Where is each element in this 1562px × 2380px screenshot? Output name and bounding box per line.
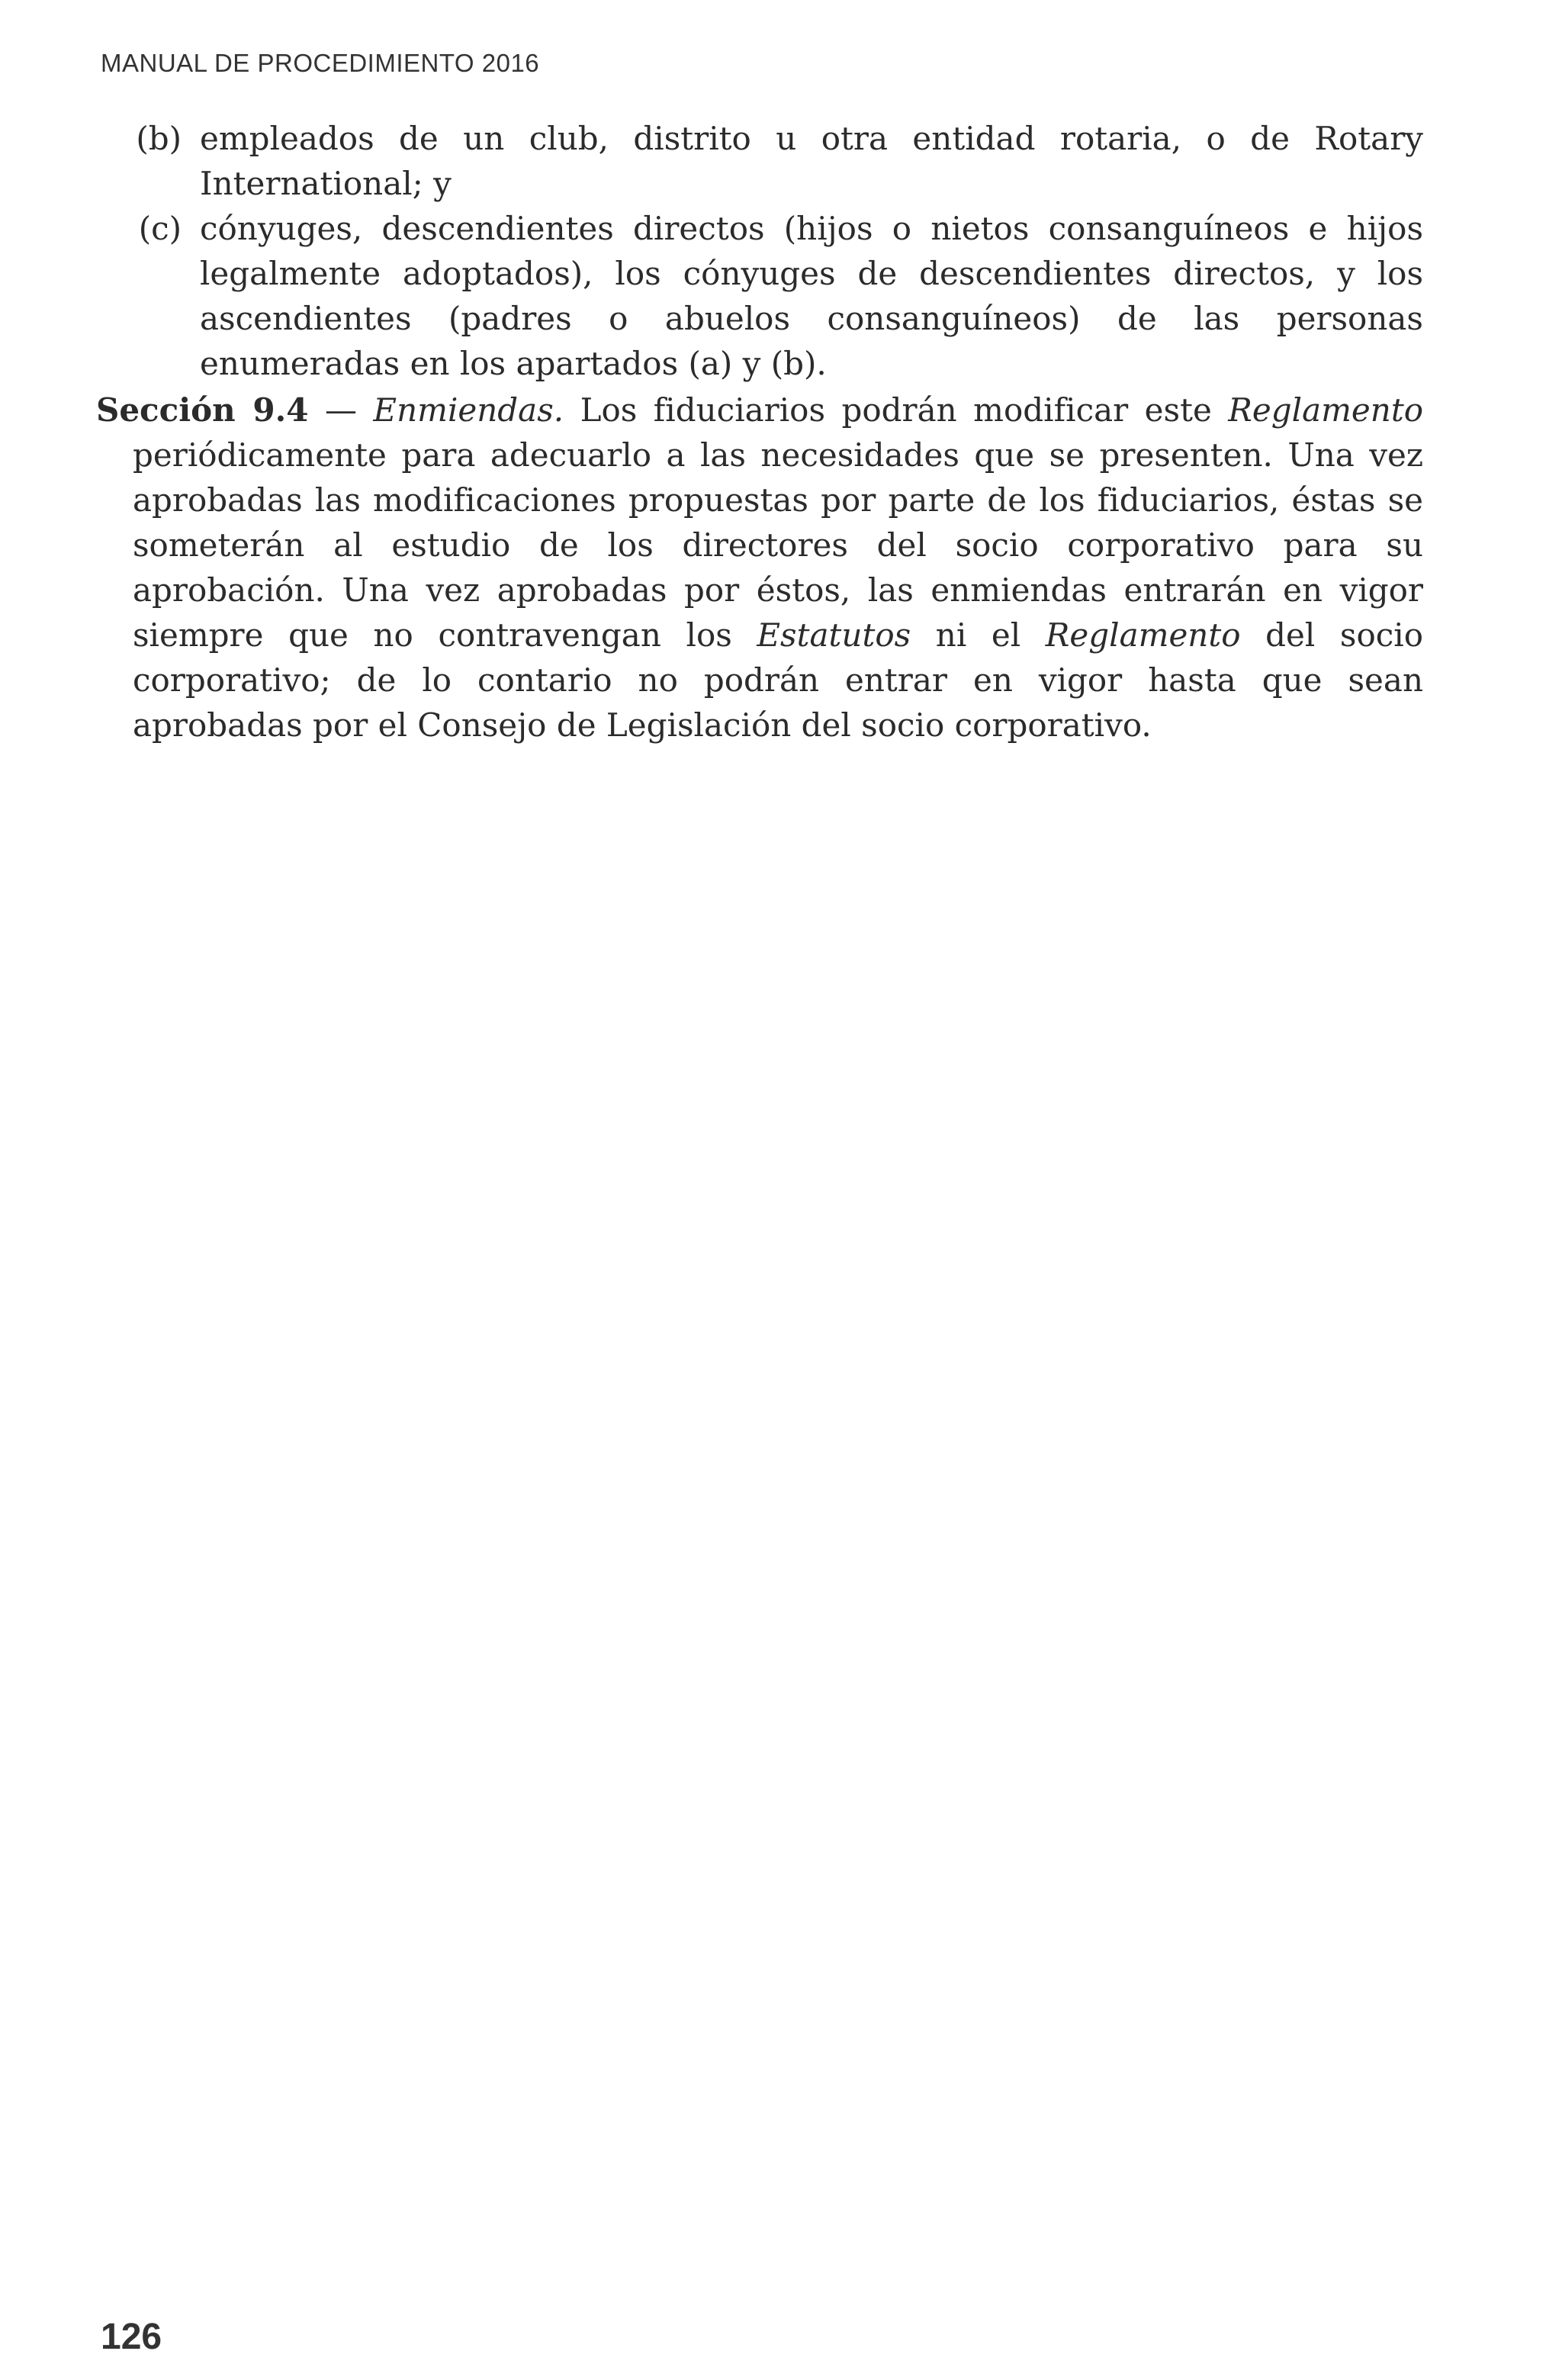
section-9-4-paragraph — [96, 388, 1423, 748]
section-title: Enmiendas. — [373, 391, 564, 429]
running-header: MANUAL DE PROCEDIMIENTO 2016 — [101, 49, 540, 77]
section-emphasis-estatutos: Estatutos — [757, 616, 911, 654]
list-text: cónyuges, descendientes directos (hijos o nietos consanguíneos e hijos legalmente adoptados), los cónyuges de descendientes directos, y los ascendientes (padres o abuelos consanguíneos) de las personas enumeradas en los apartados (a) y (b). — [200, 210, 1423, 382]
section-emphasis-reglamento-2: Reglamento — [1045, 616, 1241, 654]
list-label: (c) — [138, 210, 182, 247]
page-number: 126 — [101, 2317, 162, 2357]
section-dash: — — [308, 391, 374, 429]
section-number: Sección 9.4 — [96, 391, 309, 429]
section-text-2: periódicamente para adecuarlo a las necesidades que se presenten. Una vez aprobadas las modificaciones propuestas por parte de los fiduciarios, éstas se someterán al estudio de los directores del socio corporativo para su aprobación. Una vez aprobadas por éstos, las enmiendas entrarán en vigor siempre que no contravengan los — [133, 436, 1423, 654]
list-text: empleados de un club, distrito u otra entidad rotaria, o de Rotary International; y — [200, 120, 1423, 202]
page-body — [96, 116, 1423, 748]
list-item-c — [96, 206, 1423, 386]
section-text-4: del socio corporativo; de lo contario no podrán entrar en vigor hasta que sean aprobadas por el Consejo de Legislación del socio corporativo. — [133, 616, 1423, 744]
section-text-3: ni el — [911, 616, 1046, 654]
section-text-1: Los fiduciarios podrán modificar este — [564, 391, 1229, 429]
section-emphasis-reglamento: Reglamento — [1228, 391, 1423, 429]
list-item-b — [96, 116, 1423, 206]
list-label: (b) — [136, 120, 182, 157]
